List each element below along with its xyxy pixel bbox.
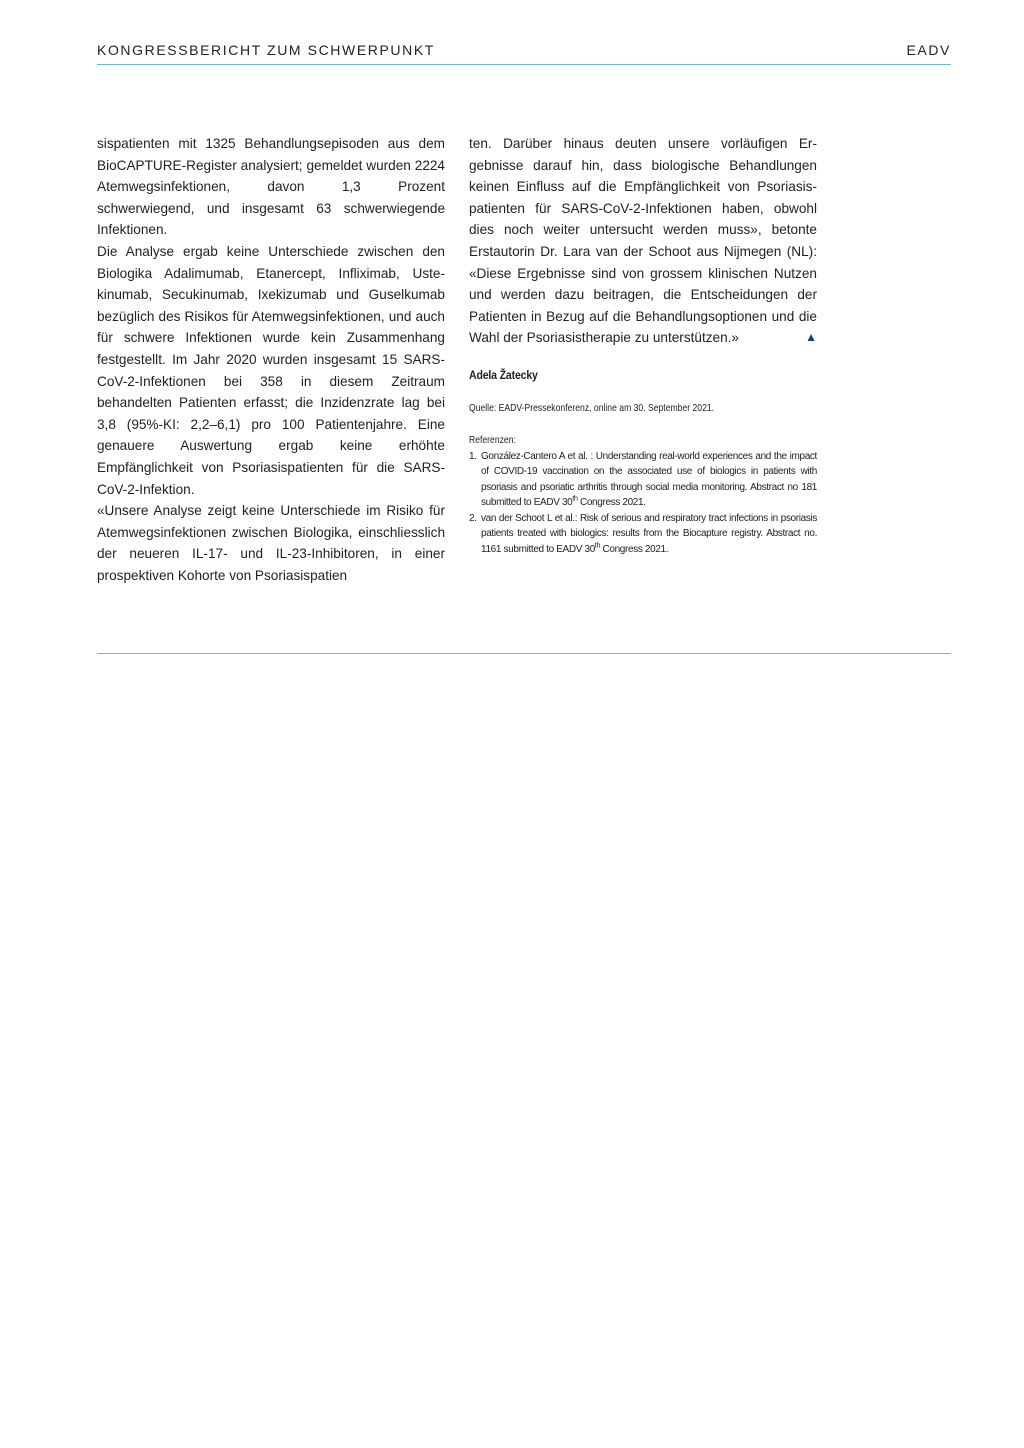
reference-item <box>469 511 817 558</box>
reference-superscript: th <box>572 495 578 503</box>
right-column <box>469 133 817 557</box>
author-name: Adela Žatecky <box>469 367 538 382</box>
end-of-article-triangle-icon: ▲ <box>805 330 817 345</box>
right-paragraph-1: ten. Darüber hinaus deuten unsere vorläufigen Ergebnisse darauf hin, dass biologische Behandlungen keinen Einfluss auf die Empfänglichkeit von Psoriasispatienten für SARS-CoV-2-Infektionen haben, obwohl dies noch weiter untersucht werden muss», betonte Erstautorin Dr. Lara van der Schoot aus Nijmegen (NL): «Diese Ergebnisse sind von grossem klinischen Nutzen und werden dazu beitragen, die Entscheidungen der Patienten in Bezug auf die Behandlungsoptionen und die Wahl der Psoriasistherapie zu unterstützen.» <box>469 136 817 346</box>
source-line: Quelle: EADV-Pressekonferenz, online am 30. September 2021. <box>469 401 715 414</box>
reference-number: 1. <box>469 450 477 462</box>
left-paragraph-2: Die Analyse ergab keine Unterschiede zwischen den Biologika Adalimumab, Etanercept, Infliximab, Ustekinumab, Secukinumab, Ixekizumab und Guselkumab bezüglich des Risikos für Atemwegsinfektionen, und auch für schwere Infektionen wurde kein Zusammenhang festgestellt. Im Jahr 2020 wurden insgesamt 15 SARS-CoV-2-Infektionen bei 358 in diesem Zeitraum behandelten Patienten erfasst; die Inzidenzrate lag bei 3,8 (95%-KI: 2,2–6,1) pro 100 Patientenjahre. Eine genauere Auswertung ergab keine erhöhte Empfänglichkeit von Psoriasispatienten für die SARS-CoV-2-Infektion. <box>97 243 445 497</box>
references-list <box>469 449 817 558</box>
bottom-divider <box>97 653 951 654</box>
reference-text: González-Cantero A et al. : Understanding real-world experiences and the impact of COVID-19 vaccination on the associated use of biologics in patients with psoriasis and psoriatic arthritis through social media monitoring. Abstract no 181 submitted to EADV 30 <box>481 450 817 509</box>
running-title: KONGRESSBERICHT ZUM SCHWERPUNKT <box>97 42 435 58</box>
reference-text-end: Congress 2021. <box>600 543 669 555</box>
reference-text: van der Schoot L et al.: Risk of serious and respiratory tract infections in psoriasis patients treated with biologics: results from the Biocapture registry. Abstract no. 1161 submitted to EADV 30 <box>481 512 817 555</box>
reference-superscript: th <box>594 542 601 550</box>
page-header <box>97 40 951 65</box>
reference-number: 2. <box>469 512 477 524</box>
references-heading: Referenzen: <box>469 433 516 446</box>
section-label: EADV <box>906 42 951 58</box>
left-column <box>97 133 445 586</box>
reference-text-end: Congress 2021. <box>577 497 646 509</box>
left-paragraph-3: «Unsere Analyse zeigt keine Unterschiede im Risiko für Atemwegsinfektionen zwischen Biologika, einschliesslich der neueren IL-17- und IL-23-Inhibitoren, in einer prospektiven Kohorte von Psoriasispatien <box>97 503 445 583</box>
reference-item <box>469 449 817 511</box>
left-paragraph-1: sispatienten mit 1325 Behandlungsepisoden aus dem BioCAPTURE-Register analysiert; gemeldet wurden 2224 Atemwegsinfektionen, davon 1,3 Prozent schwerwiegend, und insgesamt 63 schwerwiegende Infektionen. <box>97 136 445 238</box>
